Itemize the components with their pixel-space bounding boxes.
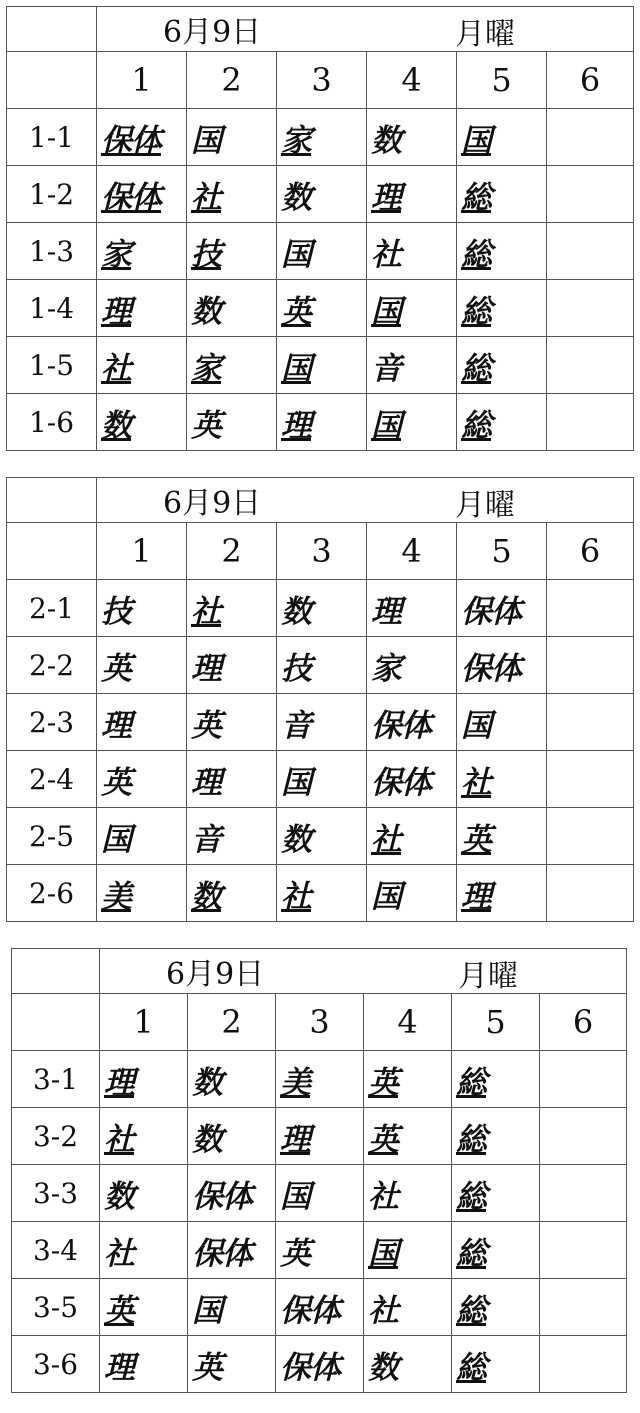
class-label: 3-2 (12, 1108, 100, 1165)
subject-cell (187, 751, 277, 808)
period-header: 6 (547, 52, 634, 109)
subject-cell (187, 223, 277, 280)
subject-label: 理 (101, 293, 131, 330)
period-header: 2 (187, 52, 277, 109)
subject-cell (452, 1108, 540, 1165)
subject-label: 英 (101, 650, 131, 687)
class-label: 1-5 (7, 337, 97, 394)
subject-label: 理 (101, 707, 131, 744)
subject-label: 保体 (280, 1349, 340, 1386)
subject-label: 国 (371, 878, 401, 915)
subject-label: 英 (280, 1235, 310, 1272)
class-label: 1-1 (7, 109, 97, 166)
subject-label: 理 (104, 1064, 134, 1101)
subject-cell (187, 280, 277, 337)
class-row (12, 1051, 627, 1108)
class-row (7, 580, 634, 637)
subject-cell (547, 580, 634, 637)
weekday-label: 月曜 (455, 488, 515, 523)
subject-cell (277, 580, 367, 637)
subject-cell (276, 1051, 364, 1108)
subject-label: 保体 (461, 650, 521, 687)
subject-cell (364, 1108, 452, 1165)
period-header: 4 (367, 523, 457, 580)
class-label: 2-1 (7, 580, 97, 637)
class-row (7, 808, 634, 865)
subject-cell (364, 1051, 452, 1108)
subject-cell (100, 1222, 188, 1279)
subject-label: 数 (368, 1349, 398, 1386)
subject-cell (187, 808, 277, 865)
subject-cell (457, 394, 547, 451)
subject-label: 英 (101, 764, 131, 801)
subject-cell (367, 394, 457, 451)
date-header (97, 7, 634, 52)
subject-label: 理 (191, 764, 221, 801)
class-label: 1-4 (7, 280, 97, 337)
class-row (7, 337, 634, 394)
period-header: 6 (540, 994, 627, 1051)
subject-label: 国 (192, 1292, 222, 1329)
subject-label: 音 (281, 707, 311, 744)
subject-cell (97, 580, 187, 637)
subject-label: 国 (101, 821, 131, 858)
subject-label: 技 (191, 236, 221, 273)
subject-label: 英 (368, 1121, 398, 1158)
subject-label: 国 (281, 764, 311, 801)
class-row (7, 394, 634, 451)
corner-cell (7, 523, 97, 580)
subject-label: 家 (371, 650, 401, 687)
subject-cell (277, 694, 367, 751)
subject-label: 数 (371, 122, 401, 159)
timetable-grade-3 (11, 948, 627, 1393)
subject-label: 社 (191, 593, 221, 630)
subject-label: 英 (281, 293, 311, 330)
subject-label: 国 (371, 407, 401, 444)
subject-cell (97, 808, 187, 865)
period-header: 1 (97, 523, 187, 580)
subject-label: 社 (101, 350, 131, 387)
subject-cell (97, 865, 187, 922)
subject-cell (187, 865, 277, 922)
period-header: 5 (457, 52, 547, 109)
subject-cell (187, 337, 277, 394)
subject-cell (452, 1279, 540, 1336)
subject-label: 社 (368, 1178, 398, 1215)
period-header: 5 (457, 523, 547, 580)
timetable-grade-2 (6, 477, 634, 922)
subject-label: 理 (281, 407, 311, 444)
subject-cell (97, 751, 187, 808)
class-row (7, 751, 634, 808)
period-header: 4 (364, 994, 452, 1051)
period-header: 5 (452, 994, 540, 1051)
date-label: 6月9日 (163, 15, 262, 50)
class-row (12, 1165, 627, 1222)
subject-cell (540, 1222, 627, 1279)
class-label: 3-5 (12, 1279, 100, 1336)
subject-cell (452, 1165, 540, 1222)
subject-cell (457, 637, 547, 694)
period-header: 1 (100, 994, 188, 1051)
subject-label: 保体 (101, 179, 161, 216)
class-label: 2-5 (7, 808, 97, 865)
subject-cell (547, 694, 634, 751)
subject-label: 国 (281, 236, 311, 273)
subject-label: 総 (456, 1178, 486, 1215)
subject-label: 保体 (371, 707, 431, 744)
subject-cell (364, 1165, 452, 1222)
subject-label: 英 (104, 1292, 134, 1329)
subject-label: 保体 (280, 1292, 340, 1329)
subject-label: 保体 (371, 764, 431, 801)
subject-label: 理 (104, 1349, 134, 1386)
subject-cell (367, 694, 457, 751)
weekday-label: 月曜 (455, 17, 515, 52)
subject-cell (364, 1279, 452, 1336)
subject-cell (457, 166, 547, 223)
subject-cell (547, 637, 634, 694)
subject-cell (547, 751, 634, 808)
subject-cell (97, 109, 187, 166)
subject-label: 保体 (461, 593, 521, 630)
subject-label: 英 (368, 1064, 398, 1101)
class-label: 2-3 (7, 694, 97, 751)
timetable-grade-1 (6, 6, 634, 451)
subject-cell (367, 166, 457, 223)
subject-cell (367, 223, 457, 280)
subject-cell (367, 580, 457, 637)
class-label: 3-1 (12, 1051, 100, 1108)
subject-cell (100, 1051, 188, 1108)
subject-cell (100, 1165, 188, 1222)
subject-label: 家 (101, 236, 131, 273)
subject-cell (277, 808, 367, 865)
subject-cell (188, 1222, 276, 1279)
subject-label: 国 (368, 1235, 398, 1272)
subject-cell (367, 865, 457, 922)
subject-label: 社 (104, 1235, 134, 1272)
subject-label: 理 (371, 593, 401, 630)
class-row (7, 223, 634, 280)
subject-label: 総 (456, 1235, 486, 1272)
date-header (97, 478, 634, 523)
date-header (100, 949, 627, 994)
subject-cell (97, 166, 187, 223)
subject-cell (187, 694, 277, 751)
period-header: 3 (277, 523, 367, 580)
subject-cell (540, 1336, 627, 1393)
corner-cell (12, 949, 100, 994)
subject-label: 数 (101, 407, 131, 444)
subject-cell (276, 1108, 364, 1165)
class-label: 3-3 (12, 1165, 100, 1222)
subject-cell (452, 1222, 540, 1279)
subject-label: 美 (101, 878, 131, 915)
period-header: 1 (97, 52, 187, 109)
subject-cell (277, 394, 367, 451)
class-label: 2-6 (7, 865, 97, 922)
subject-label: 英 (461, 821, 491, 858)
subject-cell (364, 1336, 452, 1393)
class-label: 2-2 (7, 637, 97, 694)
subject-cell (367, 109, 457, 166)
subject-cell (188, 1279, 276, 1336)
subject-label: 技 (101, 593, 131, 630)
subject-cell (547, 280, 634, 337)
subject-label: 保体 (101, 122, 161, 159)
subject-cell (367, 637, 457, 694)
subject-label: 国 (281, 350, 311, 387)
subject-label: 国 (280, 1178, 310, 1215)
subject-cell (367, 337, 457, 394)
subject-cell (276, 1279, 364, 1336)
subject-cell (277, 865, 367, 922)
class-label: 3-4 (12, 1222, 100, 1279)
class-row (12, 1279, 627, 1336)
subject-label: 総 (461, 236, 491, 273)
subject-cell (457, 280, 547, 337)
subject-cell (100, 1279, 188, 1336)
class-row (7, 694, 634, 751)
period-header: 3 (277, 52, 367, 109)
subject-cell (187, 109, 277, 166)
subject-cell (277, 337, 367, 394)
subject-cell (188, 1336, 276, 1393)
subject-label: 英 (191, 407, 221, 444)
subject-label: 数 (191, 293, 221, 330)
subject-cell (452, 1336, 540, 1393)
class-row (7, 166, 634, 223)
subject-label: 総 (461, 350, 491, 387)
subject-cell (97, 394, 187, 451)
subject-cell (540, 1108, 627, 1165)
subject-cell (187, 166, 277, 223)
subject-label: 総 (456, 1064, 486, 1101)
subject-label: 社 (368, 1292, 398, 1329)
subject-label: 総 (456, 1121, 486, 1158)
subject-cell (457, 865, 547, 922)
class-row (7, 637, 634, 694)
subject-cell (100, 1336, 188, 1393)
subject-cell (276, 1222, 364, 1279)
subject-cell (547, 394, 634, 451)
subject-label: 理 (461, 878, 491, 915)
subject-cell (277, 109, 367, 166)
subject-cell (540, 1165, 627, 1222)
subject-label: 国 (371, 293, 401, 330)
subject-cell (540, 1051, 627, 1108)
subject-label: 総 (461, 179, 491, 216)
subject-label: 保体 (192, 1235, 252, 1272)
subject-label: 数 (192, 1064, 222, 1101)
subject-cell (547, 865, 634, 922)
subject-label: 技 (281, 650, 311, 687)
subject-label: 国 (191, 122, 221, 159)
subject-label: 英 (191, 707, 221, 744)
subject-cell (540, 1279, 627, 1336)
subject-cell (277, 637, 367, 694)
weekday-label: 月曜 (458, 959, 518, 994)
class-label: 3-6 (12, 1336, 100, 1393)
subject-cell (277, 223, 367, 280)
subject-cell (276, 1165, 364, 1222)
subject-cell (97, 280, 187, 337)
subject-cell (452, 1051, 540, 1108)
subject-cell (187, 637, 277, 694)
class-label: 2-4 (7, 751, 97, 808)
subject-label: 国 (461, 707, 491, 744)
subject-label: 社 (371, 236, 401, 273)
subject-label: 総 (456, 1292, 486, 1329)
period-header: 2 (187, 523, 277, 580)
class-label: 1-2 (7, 166, 97, 223)
subject-label: 理 (191, 650, 221, 687)
subject-label: 総 (461, 293, 491, 330)
subject-cell (547, 808, 634, 865)
subject-cell (277, 166, 367, 223)
period-header: 2 (188, 994, 276, 1051)
class-row (7, 865, 634, 922)
subject-cell (547, 166, 634, 223)
subject-label: 数 (281, 179, 311, 216)
subject-label: 数 (281, 821, 311, 858)
subject-cell (97, 637, 187, 694)
subject-cell (97, 223, 187, 280)
subject-label: 国 (461, 122, 491, 159)
subject-label: 社 (461, 764, 491, 801)
subject-label: 英 (192, 1349, 222, 1386)
period-header: 3 (276, 994, 364, 1051)
subject-label: 音 (191, 821, 221, 858)
subject-cell (277, 751, 367, 808)
subject-cell (97, 694, 187, 751)
period-header: 6 (547, 523, 634, 580)
subject-label: 社 (281, 878, 311, 915)
subject-label: 数 (104, 1178, 134, 1215)
subject-label: 社 (191, 179, 221, 216)
subject-label: 数 (191, 878, 221, 915)
subject-cell (457, 337, 547, 394)
subject-label: 総 (456, 1349, 486, 1386)
subject-cell (97, 337, 187, 394)
subject-label: 総 (461, 407, 491, 444)
subject-cell (187, 394, 277, 451)
subject-label: 数 (281, 593, 311, 630)
corner-cell (12, 994, 100, 1051)
corner-cell (7, 7, 97, 52)
class-row (12, 1336, 627, 1393)
date-label: 6月9日 (163, 486, 262, 521)
subject-label: 理 (371, 179, 401, 216)
subject-cell (367, 751, 457, 808)
period-header: 4 (367, 52, 457, 109)
subject-cell (277, 280, 367, 337)
subject-label: 保体 (192, 1178, 252, 1215)
date-label: 6月9日 (166, 957, 265, 992)
subject-label: 音 (371, 350, 401, 387)
subject-cell (188, 1165, 276, 1222)
subject-label: 家 (281, 122, 311, 159)
corner-cell (7, 52, 97, 109)
subject-label: 理 (280, 1121, 310, 1158)
subject-cell (364, 1222, 452, 1279)
subject-cell (100, 1108, 188, 1165)
subject-label: 数 (192, 1121, 222, 1158)
subject-label: 社 (371, 821, 401, 858)
class-row (7, 280, 634, 337)
subject-cell (188, 1108, 276, 1165)
subject-cell (457, 109, 547, 166)
subject-cell (547, 223, 634, 280)
subject-cell (457, 751, 547, 808)
subject-label: 社 (104, 1121, 134, 1158)
subject-cell (547, 109, 634, 166)
subject-cell (187, 580, 277, 637)
subject-label: 家 (191, 350, 221, 387)
subject-cell (457, 223, 547, 280)
subject-cell (547, 337, 634, 394)
class-row (7, 109, 634, 166)
subject-cell (457, 694, 547, 751)
corner-cell (7, 478, 97, 523)
subject-label: 美 (280, 1064, 310, 1101)
class-row (12, 1222, 627, 1279)
subject-cell (188, 1051, 276, 1108)
class-label: 1-6 (7, 394, 97, 451)
subject-cell (367, 280, 457, 337)
subject-cell (457, 580, 547, 637)
class-row (12, 1108, 627, 1165)
class-label: 1-3 (7, 223, 97, 280)
subject-cell (367, 808, 457, 865)
subject-cell (276, 1336, 364, 1393)
subject-cell (457, 808, 547, 865)
